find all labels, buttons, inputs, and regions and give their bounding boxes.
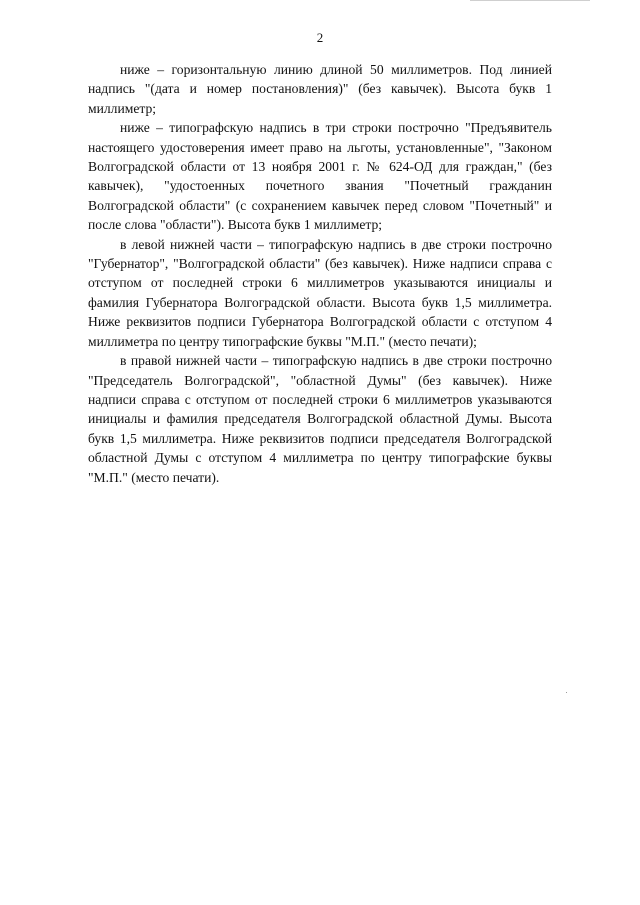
paragraph-governor-signature: в левой нижней части – типографскую надпись в две строки построчно "Губернатор", "Волгоградской области" (без кавычек). Ниже надписи справа с отступом от последней строки 6 миллиметров указываются инициалы и фамилия Губернатора Волгоградской области. Высота букв 1,5 миллиметра. Ниже реквизитов подписи Губернатора Волгоградской области с отступом 4 миллиметра по центру типографские буквы "М.П." (место печати); (88, 236, 552, 349)
paragraph-duma-chairman-signature: в правой нижней части – типографскую надпись в две строки построчно "Председатель Волгоградской", "областной Думы" (без кавычек). Ниже надписи справа с отступом от последней строки 6 миллиметров указываются инициалы и фамилия председателя Волгоградской областной Думы. Высота букв 1,5 миллиметра. Ниже реквизитов подписи председателя Волгоградской областной Думы с отступом 4 миллиметра по центру типографские буквы "М.П." (место печати). (88, 353, 552, 485)
document-body (88, 60, 552, 487)
scan-dot (566, 692, 567, 693)
paragraph-date-line: ниже – горизонтальную линию длиной 50 миллиметров. Под линией надпись "(дата и номер постановления)" (без кавычек). Высота букв 1 миллиметр; (88, 62, 552, 116)
paragraph-typographic-inscription: ниже – типографскую надпись в три строки построчно "Предъявитель настоящего удостоверения имеет право на льготы, установленные", "Законом Волгоградской области от 13 ноября 2001 г. № 624-ОД для граждан," (без кавычек), "удостоенных почетного звания "Почетный гражданин Волгоградской области" (с сохранением кавычек перед словом "Почетный" и после слова "области"). Высота букв 1 миллиметр; (88, 120, 552, 233)
scan-edge-line (470, 0, 590, 1)
page-number: 2 (316, 30, 324, 45)
